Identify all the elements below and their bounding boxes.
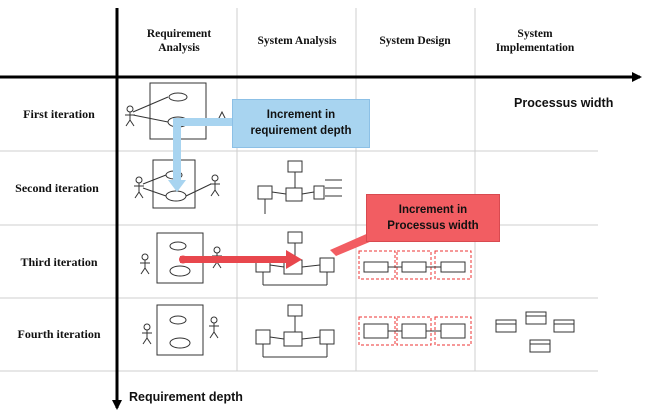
column-header-system-analysis — [238, 34, 356, 48]
design-diagram-fourth — [359, 317, 471, 345]
column-header-line: Analysis — [158, 42, 200, 54]
usecase-diagram-fourth — [142, 305, 219, 355]
callout-line: requirement depth — [250, 125, 352, 137]
row-header-fourth-iteration: Fourth iteration — [17, 327, 101, 341]
callout-line: Increment in — [398, 204, 468, 216]
column-header-line: Requirement — [146, 28, 212, 40]
callout-line: Increment in — [266, 109, 336, 121]
column-header-system-design — [356, 34, 474, 48]
row-header-second-iteration: Second iteration — [15, 181, 99, 195]
class-diagram-second — [258, 161, 342, 214]
column-header-line: System — [517, 28, 553, 40]
callout-line: Processus width — [387, 220, 479, 232]
column-header-requirement-analysis — [124, 27, 234, 55]
design-diagram-third — [359, 251, 471, 279]
processus-width-label: Processus width — [514, 96, 614, 110]
row-header-first-iteration: First iteration — [23, 107, 95, 121]
column-header-line: System Analysis — [257, 35, 337, 47]
class-diagram-fourth — [256, 305, 334, 357]
requirement-depth-label: Requirement depth — [129, 390, 243, 404]
depth-increment-arrow — [168, 118, 232, 192]
implementation-diagram-fourth — [496, 312, 574, 352]
depth-increment-callout — [232, 99, 370, 148]
column-header-system-implementation — [478, 27, 592, 55]
width-increment-callout — [366, 194, 500, 242]
width-increment-arrow — [179, 228, 384, 269]
row-header-third-iteration: Third iteration — [20, 255, 98, 269]
column-header-line: System Design — [379, 35, 451, 47]
column-header-line: Implementation — [495, 42, 575, 54]
